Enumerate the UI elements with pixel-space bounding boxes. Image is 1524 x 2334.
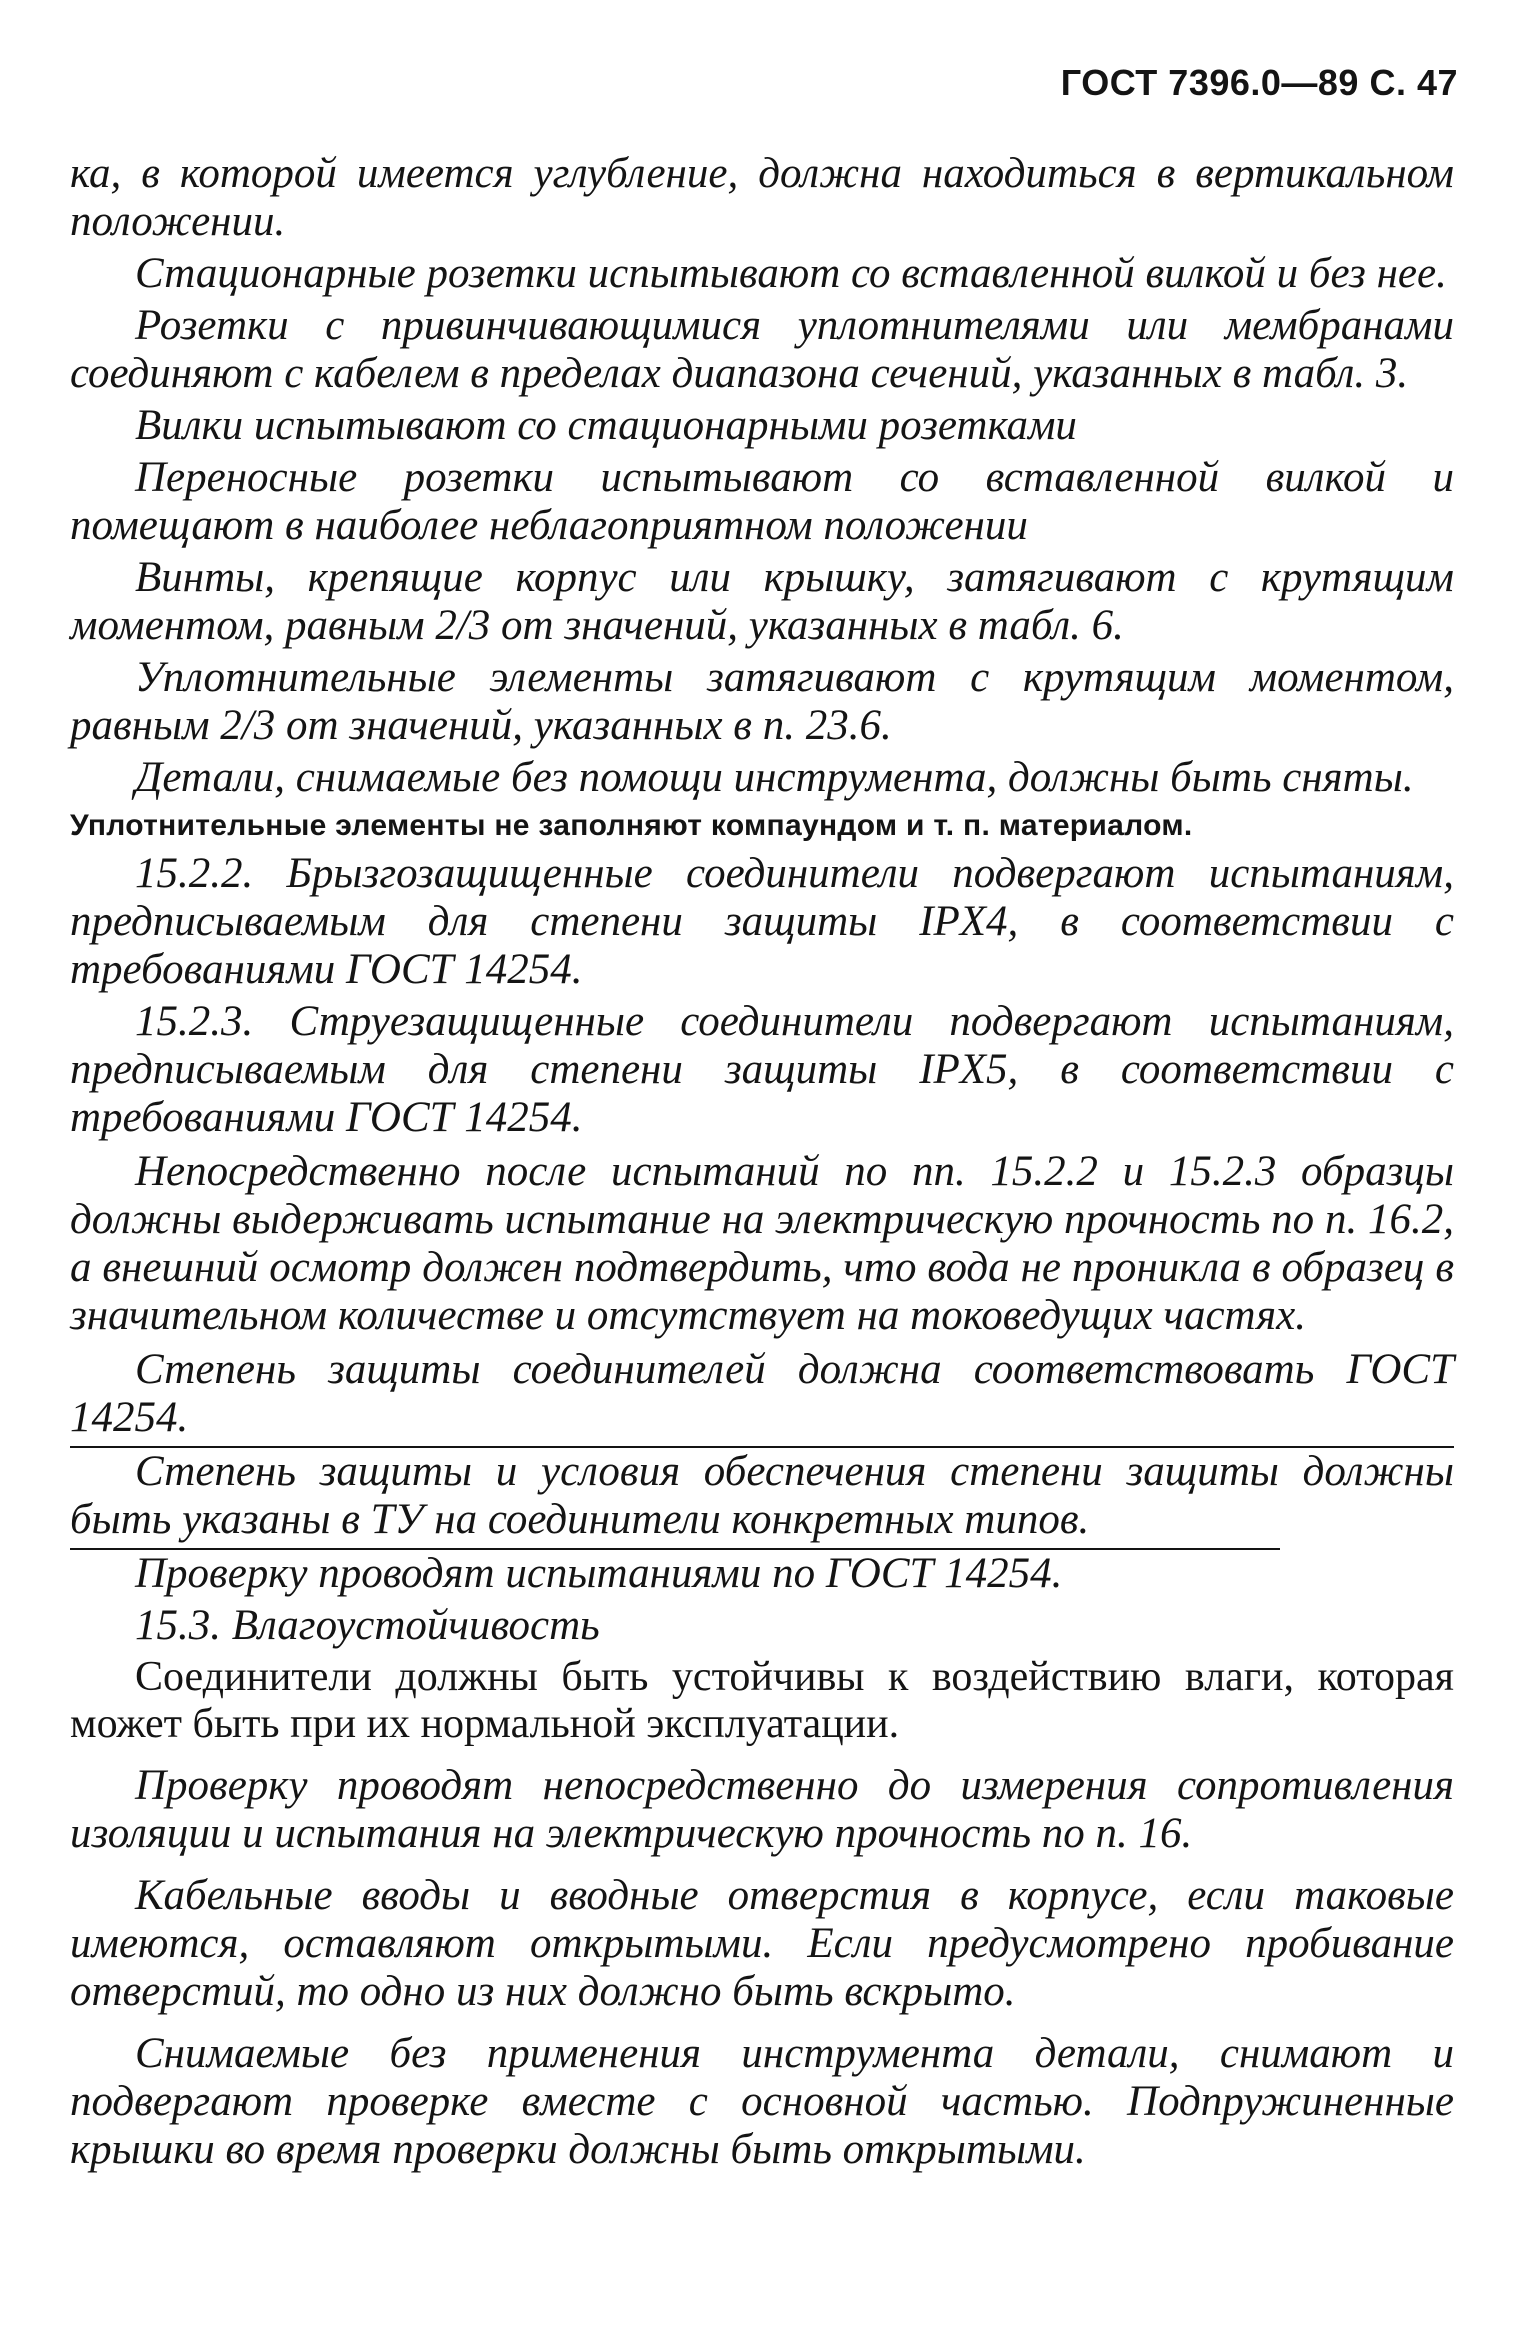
paragraph-seals: Уплотнительные элементы затягивают с крутящим моментом, равным 2/3 от значений, указанных в п. 23.6.: [70, 654, 1454, 749]
paragraph-plugs: Вилки испытывают со стационарными розетками: [135, 402, 1077, 449]
paragraph-cable-entries: Кабельные вводы и вводные отверстия в корпусе, если таковые имеются, оставляют открытыми. Если предусмотрено пробивание отверстий, то одно из них должно быть вскрыто.: [70, 1872, 1454, 2015]
paragraph-removable-parts: Детали, снимаемые без помощи инструмента, должны быть сняты.: [135, 754, 1414, 801]
paragraph-continuation: ка, в которой имеется углубление, должна находиться в вертикальном положении.: [70, 150, 1454, 245]
paragraph-check-before: Проверку проводят непосредственно до измерения сопротивления изоляции и испытания на электрическую прочность по п. 16.: [70, 1762, 1454, 1857]
section-15-2-2: 15.2.2. Брызгозащищенные соединители подвергают испытаниям, предписываемым для степени защиты IPX4, в соответствии с требованиями ГОСТ 14254.: [70, 850, 1454, 993]
paragraph-stationary-sockets: Стационарные розетки испытывают со вставленной вилкой и без нее.: [135, 250, 1447, 297]
paragraph-compound: Уплотнительные элементы не заполняют компаундом и т. п. материалом.: [70, 809, 1193, 842]
paragraph-protection-conditions: Степень защиты и условия обеспечения степени защиты должны быть указаны в ТУ на соединители конкретных типов.: [70, 1448, 1454, 1543]
paragraph-humidity-requirement: Соединители должны быть устойчивы к воздействию влаги, которая может быть при их нормальной эксплуатации.: [70, 1654, 1454, 1747]
paragraph-sealed-sockets: Розетки с привинчивающимися уплотнителями или мембранами соединяют с кабелем в пределах диапазона сечений, указанных в табл. 3.: [70, 302, 1454, 397]
page-header: ГОСТ 7396.0—89 С. 47: [1060, 62, 1458, 103]
section-15-3-heading: 15.3. Влагоустойчивость: [135, 1602, 600, 1649]
paragraph-removable-details: Снимаемые без применения инструмента детали, снимают и подвергают проверке вместе с основной частью. Подпружиненные крышки во время проверки должны быть открытыми.: [70, 2030, 1454, 2173]
paragraph-screws: Винты, крепящие корпус или крышку, затягивают с крутящим моментом, равным 2/3 от значений, указанных в табл. 6.: [70, 554, 1454, 649]
paragraph-after-tests: Непосредственно после испытаний по пп. 15.2.2 и 15.2.3 образцы должны выдерживать испытание на электрическую прочность по п. 16.2, а внешний осмотр должен подтвердить, что вода не проникла в образец в значительном количестве и отсутствует на токоведущих частях.: [70, 1148, 1454, 1339]
document-body: [70, 150, 1454, 2178]
paragraph-portable-sockets: Переносные розетки испытывают со вставленной вилкой и помещают в наиболее неблагоприятном положении: [70, 454, 1454, 549]
paragraph-protection-degree: Степень защиты соединителей должна соответствовать ГОСТ 14254.: [70, 1346, 1454, 1441]
paragraph-check-method: Проверку проводят испытаниями по ГОСТ 14254.: [135, 1550, 1063, 1597]
section-15-2-3: 15.2.3. Струезащищенные соединители подвергают испытаниям, предписываемым для степени защиты IPX5, в соответствии с требованиями ГОСТ 14254.: [70, 998, 1454, 1141]
